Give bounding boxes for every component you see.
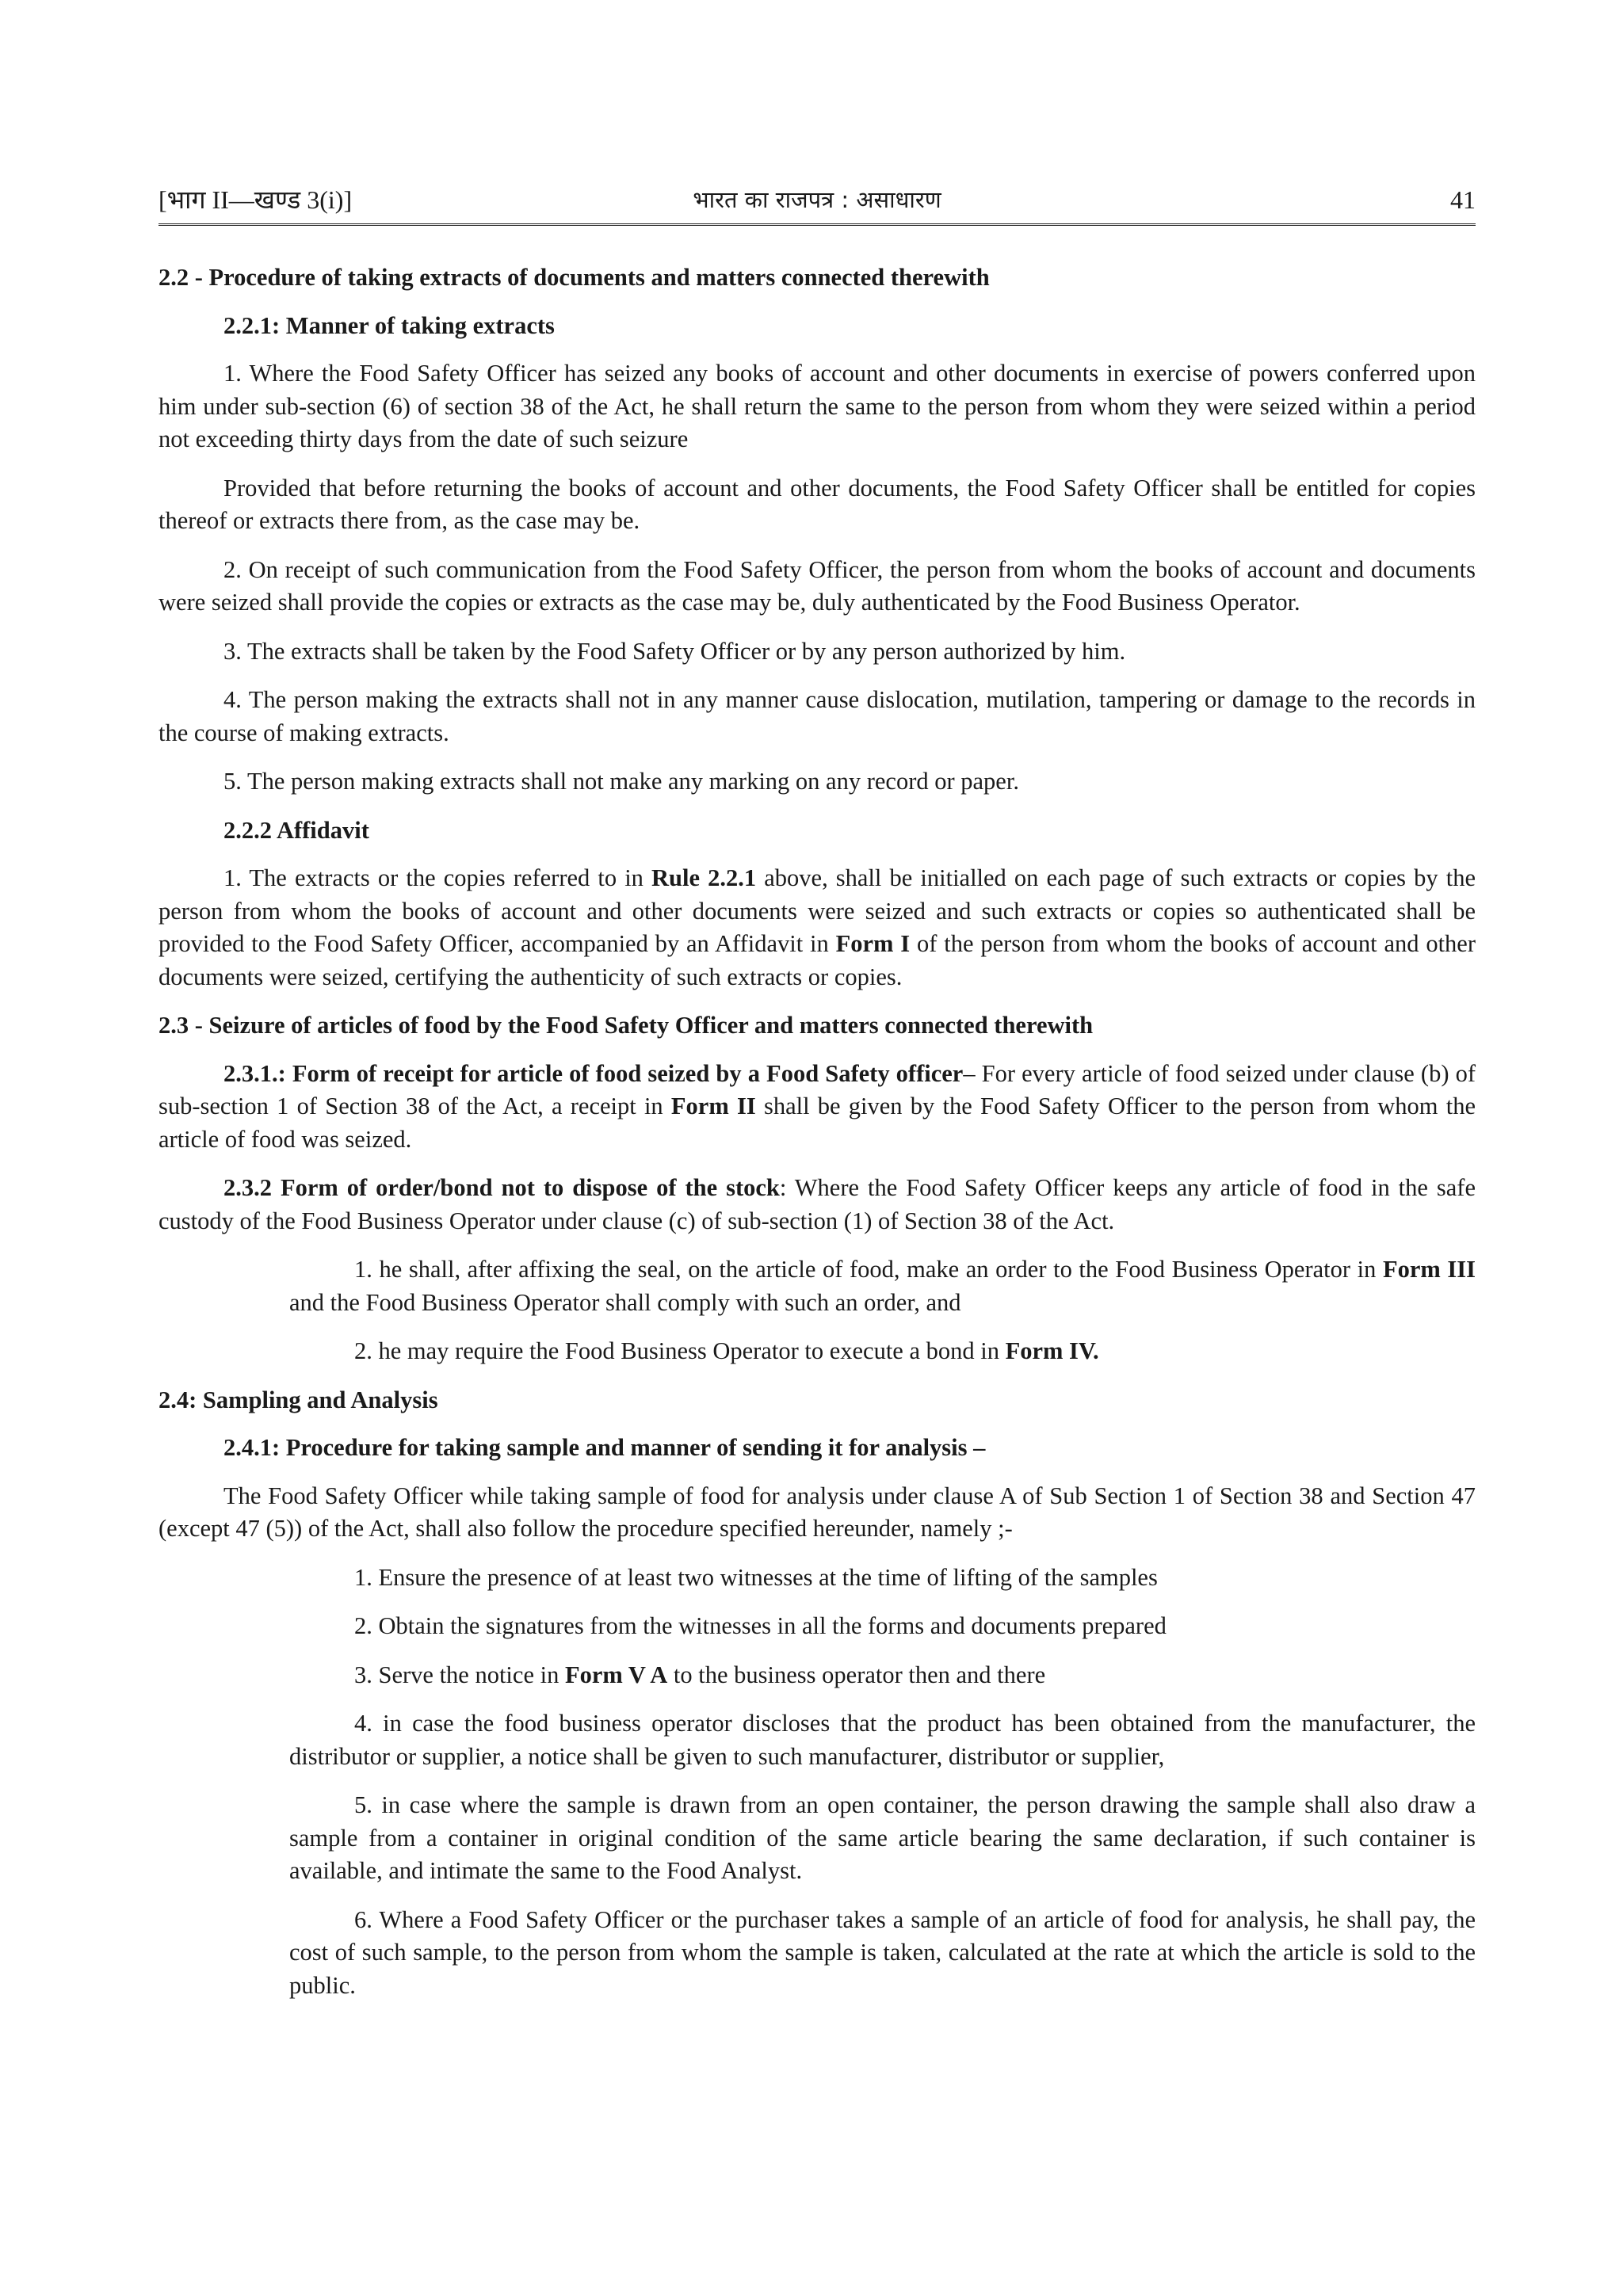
paragraph: 4. The person making the extracts shall not in any manner cause dislocation, mutilation, tampering or damage to the records in the course of making extracts.: [158, 686, 1476, 746]
section-2-3-2-lead: 2.3.2 Form of order/bond not to dispose of the stock: [223, 1174, 780, 1201]
section-2-2-1-heading: [223, 310, 1476, 343]
form-reference: Form IV.: [1005, 1337, 1099, 1364]
form-reference: Form II: [670, 1093, 756, 1119]
form-reference: Form I: [835, 930, 911, 957]
section-2-2-1-title: : Manner of taking extracts: [272, 311, 555, 339]
text-run: to the business operator then and there: [667, 1661, 1046, 1688]
text-run: 1. The extracts or the copies referred to in: [223, 864, 652, 891]
list-item: 1. Ensure the presence of at least two witnesses at the time of lifting of the samples: [354, 1563, 1158, 1591]
list-item: 2. Obtain the signatures from the witnesses in all the forms and documents prepared: [354, 1612, 1167, 1639]
paragraph: 3. The extracts shall be taken by the Food Safety Officer or by any person authorized by him.: [223, 637, 1126, 665]
rule-reference: Rule 2.2.1: [651, 864, 757, 891]
text-run: above, shall be initialled on each page of such extracts or copies by the person from whom the books of account and other documents were seized and such extracts or copies so authenticated shall be provided to the Food Safety Officer, accompanied by an Affidavit in: [158, 864, 1476, 957]
section-2-3-1-lead: 2.3.1.: Form of receipt for article of food seized by a Food Safety officer: [223, 1059, 964, 1087]
form-reference: Form III: [1382, 1256, 1476, 1283]
page-header: [158, 184, 1476, 226]
list-item: 5. in case where the sample is drawn from an open container, the person drawing the sample shall also draw a sample from a container in original condition of the same article bearing the same declaration, if such container is available, and intimate the same to the Food Analyst.: [289, 1791, 1476, 1884]
header-gazette-title: भारत का राजपत्र : असाधारण: [693, 186, 941, 213]
page-number: 41: [1450, 185, 1476, 214]
paragraph: 2. On receipt of such communication from the Food Safety Officer, the person from whom the books of account and documents were seized shall provide the copies or extracts as the case may be, duly authenticated by the Food Business Operator.: [158, 555, 1476, 616]
form-reference: Form V A: [564, 1661, 668, 1688]
paragraph: [158, 862, 1476, 994]
section-2-4-heading: 2.4: Sampling and Analysis: [158, 1386, 438, 1413]
text-run: – For every article of food seized under clause (b) of sub-section 1 of Section 38 of the Act, a receipt in: [158, 1059, 1476, 1119]
text-run: 3. Serve the notice in: [354, 1661, 565, 1688]
list-item: 6. Where a Food Safety Officer or the purchaser takes a sample of an article of food for analysis, he shall pay, the cost of such sample, to the person from whom the sample is taken, calculated at the rate at which the article is sold to the public.: [289, 1905, 1476, 1999]
text-run: 1. he shall, after affixing the seal, on the article of food, make an order to the Food Business Operator in: [354, 1256, 1383, 1283]
text-run: and the Food Business Operator shall comply with such an order, and: [289, 1288, 961, 1316]
text-run: shall be given by the Food Safety Officer to the person from whom the article of food was seized.: [158, 1093, 1476, 1153]
paragraph: Provided that before returning the books of account and other documents, the Food Safety Officer shall be entitled for copies thereof or extracts there from, as the case may be.: [158, 474, 1476, 534]
section-2-2-2-heading: 2.2.2 Affidavit: [223, 816, 369, 844]
list-item: [289, 1253, 1476, 1319]
section-2-4-1-heading: 2.4.1: Procedure for taking sample and manner of sending it for analysis –: [223, 1434, 986, 1461]
paragraph: The Food Safety Officer while taking sample of food for analysis under clause A of Sub Section 1 of Section 38 and Section 47 (except 47 (5)) of the Act, shall also follow the procedure specified hereunder, namely ;-: [158, 1482, 1476, 1542]
section-2-3-heading: 2.3 - Seizure of articles of food by the Food Safety Officer and matters connected therewith: [158, 1012, 1094, 1039]
text-run: 2. he may require the Food Business Operator to execute a bond in: [354, 1337, 1006, 1364]
page-content: [158, 261, 1476, 2018]
list-item: [289, 1659, 1476, 1692]
list-item: 4. in case the food business operator discloses that the product has been obtained from the manufacturer, the distributor or supplier, a notice shall be given to such manufacturer, distributor or supplier,: [289, 1710, 1476, 1770]
paragraph: [158, 1172, 1476, 1238]
list-item: [289, 1335, 1476, 1368]
paragraph: 5. The person making extracts shall not make any marking on any record or paper.: [223, 768, 1019, 795]
text-run: : Where the Food Safety Officer keeps any article of food in the safe custody of the Food Business Operator under clause (c) of sub-section (1) of Section 38 of the Act.: [158, 1174, 1476, 1234]
paragraph: 1. Where the Food Safety Officer has seized any books of account and other documents in exercise of powers conferred upon him under sub-section (6) of section 38 of the Act, he shall return the same to the person from whom they were seized within a period not exceeding thirty days from the date of such seizure: [158, 360, 1476, 452]
text-run: of the person from whom the books of account and other documents were seized, certifying the authenticity of such extracts or copies.: [158, 930, 1476, 990]
paragraph: [158, 1058, 1476, 1157]
section-2-2-heading: 2.2 - Procedure of taking extracts of documents and matters connected therewith: [158, 264, 990, 291]
section-2-2-1-number: 2.2.1: [223, 311, 272, 339]
header-part-label: [भाग II—खण्ड 3(i)]: [158, 185, 353, 214]
